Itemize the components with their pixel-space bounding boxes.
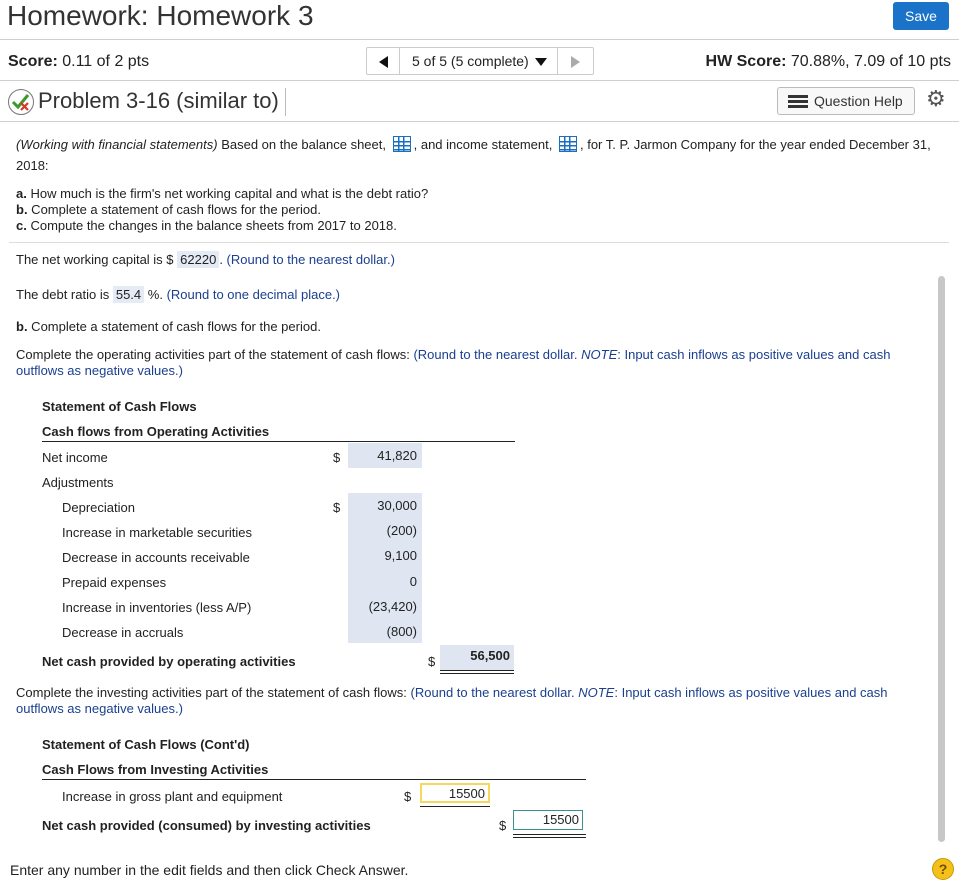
double-rule: [440, 673, 514, 674]
investing-statement-title: Statement of Cash Flows (Cont'd): [42, 737, 250, 752]
hw-score-label: HW Score:: [705, 53, 787, 70]
nwc-hint: (Round to the nearest dollar.): [226, 252, 395, 267]
question-part-a: a. How much is the firm's net working capital and what is the debt ratio?: [16, 186, 429, 201]
intro-topic: (Working with financial statements): [16, 137, 218, 152]
score-bar: [0, 41, 959, 81]
adjustment-value: (800): [386, 624, 417, 639]
question-parts: [16, 186, 428, 234]
investing-total-label: Net cash provided (consumed) by investing activities: [42, 818, 371, 833]
adjustment-label: Decrease in accounts receivable: [62, 550, 250, 565]
footer-instructions: Enter any number in the edit fields and then click Check Answer.: [10, 862, 409, 878]
gear-icon[interactable]: ⚙: [926, 86, 946, 111]
question-selector[interactable]: [400, 47, 558, 75]
investing-section-title: Cash Flows from Investing Activities: [42, 762, 269, 777]
currency-sign: $: [333, 500, 341, 515]
next-question-button[interactable]: [558, 47, 594, 75]
adjustment-label: Increase in inventories (less A/P): [62, 600, 252, 615]
double-rule: [440, 670, 514, 671]
caret-left-icon: [379, 56, 388, 68]
scrollbar[interactable]: [938, 276, 945, 842]
operating-total-value: 56,500: [470, 648, 510, 663]
question-part-c: c. Compute the changes in the balance sheets from 2017 to 2018.: [16, 218, 397, 233]
problem-intro: [16, 134, 936, 176]
previous-question-button[interactable]: [366, 47, 400, 75]
investing-instructions: Complete the investing activities part of the statement of cash flows: (Round to the nearest dollar. NOTE: Input cash inflows as positive values and cash outflows as negative values.): [16, 685, 888, 716]
gross-plant-input[interactable]: 15500: [420, 783, 490, 803]
save-button[interactable]: Save: [893, 2, 949, 30]
investing-total-input[interactable]: 15500: [513, 810, 583, 830]
rule: [42, 441, 515, 442]
adjustments-label: Adjustments: [42, 475, 114, 490]
homework-title: Homework: Homework 3: [7, 0, 314, 31]
adjustment-value: 9,100: [384, 548, 417, 563]
score: [8, 53, 149, 71]
question-part-b: b. Complete a statement of cash flows for the period.: [16, 202, 321, 217]
investing-item-label: Increase in gross plant and equipment: [62, 789, 283, 804]
double-rule: [513, 837, 586, 838]
operating-total-label: Net cash provided by operating activities: [42, 654, 296, 669]
problem-title: Problem 3-16 (similar to): [38, 88, 286, 116]
adjustment-label: Increase in marketable securities: [62, 525, 253, 540]
question-help-label: Question Help: [814, 93, 903, 109]
caret-right-icon: [571, 56, 580, 68]
score-label: Score:: [8, 53, 58, 70]
part-b-heading: b. Complete a statement of cash flows for the period.: [16, 319, 321, 334]
nwc-answer-line: The net working capital is $ 62220 . (Round to the nearest dollar.): [16, 252, 395, 267]
score-value: 0.11 of 2 pts: [62, 53, 150, 70]
adjustment-value: 0: [409, 574, 417, 589]
rule: [420, 806, 490, 807]
currency-sign: $: [428, 654, 436, 669]
header-bar: [0, 0, 959, 40]
debt-ratio-answer: 55.4: [113, 286, 144, 303]
hw-score-value: 70.88%, 7.09 of 10 pts: [790, 53, 951, 70]
adjustment-label: Prepaid expenses: [62, 575, 167, 590]
currency-sign: $: [404, 789, 412, 804]
currency-sign: $: [499, 818, 507, 833]
rule: [42, 779, 586, 780]
problem-bar: [0, 82, 959, 122]
debt-ratio-line: The debt ratio is 55.4 %. (Round to one decimal place.): [16, 287, 341, 302]
net-income-value: 41,820: [377, 448, 417, 463]
double-rule: [513, 834, 586, 835]
adjustment-value: 30,000: [377, 498, 417, 513]
caret-down-icon: [535, 58, 547, 66]
help-icon[interactable]: ?: [932, 858, 954, 880]
question-status: 5 of 5 (5 complete): [412, 53, 529, 69]
operating-instructions: Complete the operating activities part of the statement of cash flows: (Round to the nearest dollar. NOTE: Input cash inflows as positive values and cash outflows as negative values.): [16, 347, 891, 378]
list-icon: [788, 95, 808, 110]
adjustments-cells: [348, 493, 422, 643]
adjustment-value: (23,420): [368, 599, 417, 614]
currency-sign: $: [333, 450, 341, 465]
intro-text-2: , and income statement,: [413, 137, 553, 152]
divider: [9, 242, 949, 243]
partially-correct-icon: [8, 89, 34, 115]
balance-sheet-table-icon[interactable]: [393, 136, 411, 152]
net-income-label: Net income: [42, 450, 108, 465]
debt-ratio-hint: (Round to one decimal place.): [166, 287, 341, 302]
intro-text-3: , for T. P. Jarmon Company for the year ended December 31, 2018:: [16, 137, 931, 173]
adjustment-value: (200): [386, 523, 417, 538]
intro-text-1: Based on the balance sheet,: [217, 137, 386, 152]
operating-statement-title: Statement of Cash Flows: [42, 399, 197, 414]
question-help-button[interactable]: [777, 87, 915, 115]
income-statement-table-icon[interactable]: [559, 136, 577, 152]
operating-section-title: Cash flows from Operating Activities: [42, 424, 270, 439]
adjustment-label: Decrease in accruals: [62, 625, 184, 640]
hw-score: [706, 53, 951, 71]
adjustment-label: Depreciation: [62, 500, 135, 515]
nwc-answer: 62220: [177, 251, 219, 268]
